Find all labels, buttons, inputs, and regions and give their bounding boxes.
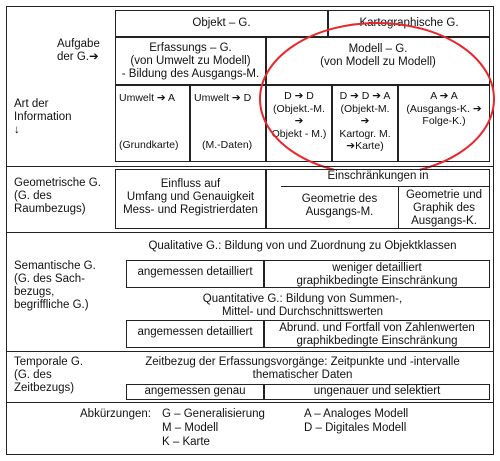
header-objekt: Objekt – G. [192, 17, 251, 29]
type-grundkarte: (Grundkarte) [119, 139, 179, 151]
geom-ausgangs-k: Geometrie und Graphik des Ausgangs-K. [405, 189, 483, 227]
type-dd: D ➔ D (Objekt.-M. ➔ Objekt - M.) [271, 90, 327, 140]
legend-title: Abkürzungen: [80, 408, 151, 420]
label-semantisch: Semantische G. (G. des Sach- bezugs, begriffliche G.) [14, 260, 96, 311]
type-umwelt-d: Umwelt ➔ D [194, 92, 252, 104]
geom-inner-line [281, 186, 490, 187]
label-aufgabe: Aufgabe der G.➔ [57, 38, 100, 63]
sem-angemessen2: angemessen detailliert [137, 326, 253, 338]
temp-ungenau: ungenauer und selektiert [313, 385, 441, 397]
type-mdaten: (M.-Daten) [202, 139, 253, 151]
legend-m: M – Modell [162, 422, 219, 434]
separator-legend [6, 402, 494, 403]
header-erfassung: Erfassungs – G. (von Umwelt zu Modell) - Bildung des Ausgangs-M. [121, 42, 260, 80]
sem-weniger: weniger detailliert graphikbedingte Einschränkung [296, 262, 458, 287]
label-geometrisch: Geometrische G. (G. des Raumbezugs) [14, 177, 101, 215]
temp-zeitbezug: Zeitbezug der Erfassungsvorgänge: Zeitpunkte und -intervalle thematischer Daten [145, 356, 460, 381]
legend-d: D – Digitales Modell [304, 422, 407, 434]
sem-angemessen1: angemessen detailliert [137, 266, 253, 278]
type-aa: A ➔ A (Ausgangs-K. ➔ Folge-K.) [406, 90, 482, 127]
legend-a: A – Analoges Modell [304, 408, 409, 420]
label-art: Art der Information ↓ [14, 98, 72, 136]
header-karto: Kartographische G. [359, 17, 459, 29]
temp-genau: angemessen genau [144, 385, 246, 397]
geom-ausgangs-m: Geometrie des Ausgangs-M. [301, 193, 378, 218]
legend-k: K – Karte [162, 436, 210, 448]
sem-abrund: Abrund. und Fortfall von Zahlenwerten graphikbedingte Einschränkung [279, 322, 475, 347]
geom-einfluss: Einfluss auf Umfang und Genauigkeit Mess- und Registrierdaten [123, 178, 258, 216]
label-temporal: Temporale G. (G. des Zeitbezugs) [14, 356, 84, 394]
header-modell: Modell – G. (von Modell zu Modell) [320, 43, 436, 68]
type-umwelt-a: Umwelt ➔ A [119, 92, 176, 104]
separator-geometric [6, 166, 494, 167]
highlight-ellipse [260, 23, 494, 175]
sem-quantitativ: Quantitative G.: Bildung von Summen-, Mittel- und Durchschnittswerten [202, 293, 403, 318]
type-dda: D ➔ D ➔ A (Objekt-M. ➔ Kartogr. M. ➔Karte) [339, 90, 391, 152]
geom-einschraenkungen: Einschränkungen in [327, 170, 429, 182]
separator-temporal [6, 351, 494, 352]
separator-semantic [6, 232, 494, 233]
legend-g: G – Generalisierung [162, 408, 265, 420]
sem-qualitativ: Qualitative G.: Bildung von und Zuordnung zu Objektklassen [148, 240, 457, 252]
